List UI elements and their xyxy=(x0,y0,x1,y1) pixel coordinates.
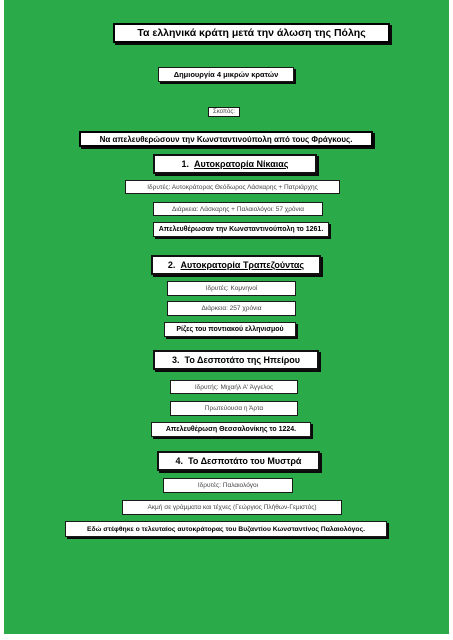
slide-background xyxy=(4,0,449,634)
subtitle-box: Δημιουργία 4 μικρών κρατών xyxy=(158,67,294,82)
state-1-founders: Ιδρυτές: Αυτοκράτορας Θεόδωρος Λάσκαρης + Πατριάρχης xyxy=(125,180,340,194)
state-3-number: 3. xyxy=(171,355,180,365)
state-4-number: 4. xyxy=(175,456,184,466)
state-2-name: Αυτοκρατορία Τραπεζούντας xyxy=(180,260,305,270)
state-1-number: 1. xyxy=(181,159,190,169)
state-2-number: 2. xyxy=(167,260,176,270)
state-4-heading xyxy=(157,451,320,471)
state-3-name: Το Δεσποτάτο της Ηπείρου xyxy=(184,355,301,365)
purpose-text: Να απελευθερώσουν την Κωνσταντινούπολη από τους Φράγκους. xyxy=(79,131,373,147)
state-1-name: Αυτοκρατορία Νίκαιας xyxy=(194,159,289,169)
state-4-name: Το Δεσποτάτο του Μυστρά xyxy=(188,456,302,466)
state-4-last-emperor: Εδώ στέφθηκε ο τελευταίος αυτοκράτορας του Βυζαντίου Κωνσταντίνος Παλαιολόγος. xyxy=(65,521,387,537)
state-1-liberation: Απελευθέρωσαν την Κωνσταντινούπολη το 1261. xyxy=(153,222,329,237)
state-2-duration: Διάρκεια: 257 χρόνια xyxy=(167,301,296,316)
state-4-arts: Ακμή σε γράμματα και τέχνες (Γεώργιος Πλήθων-Γεμιστός) xyxy=(122,500,342,515)
state-2-heading xyxy=(151,255,321,275)
state-3-thessaloniki: Απελευθέρωση Θεσσαλονίκης το 1224. xyxy=(151,422,311,437)
state-3-heading xyxy=(153,350,319,370)
state-2-roots: Ρίζες του ποντιακού ελληνισμού xyxy=(164,322,296,337)
state-3-capital: Πρωτεύουσα η Άρτα xyxy=(170,401,298,416)
state-4-founders: Ιδρυτές: Παλαιολόγοι xyxy=(163,478,293,493)
state-3-founder: Ιδρυτής: Μιχαήλ Α' Άγγελος xyxy=(170,380,298,394)
page-title: Τα ελληνικά κράτη μετά την άλωση της Πόλης xyxy=(113,23,390,43)
state-2-founders: Ιδρυτές: Κομνηνοί xyxy=(167,281,296,296)
purpose-label: Σκοπός: xyxy=(208,107,240,117)
state-1-duration: Διάρκεια: Λάσκαρης + Παλαιολόγοι: 57 χρόνια xyxy=(153,202,323,216)
state-1-heading xyxy=(153,154,317,174)
